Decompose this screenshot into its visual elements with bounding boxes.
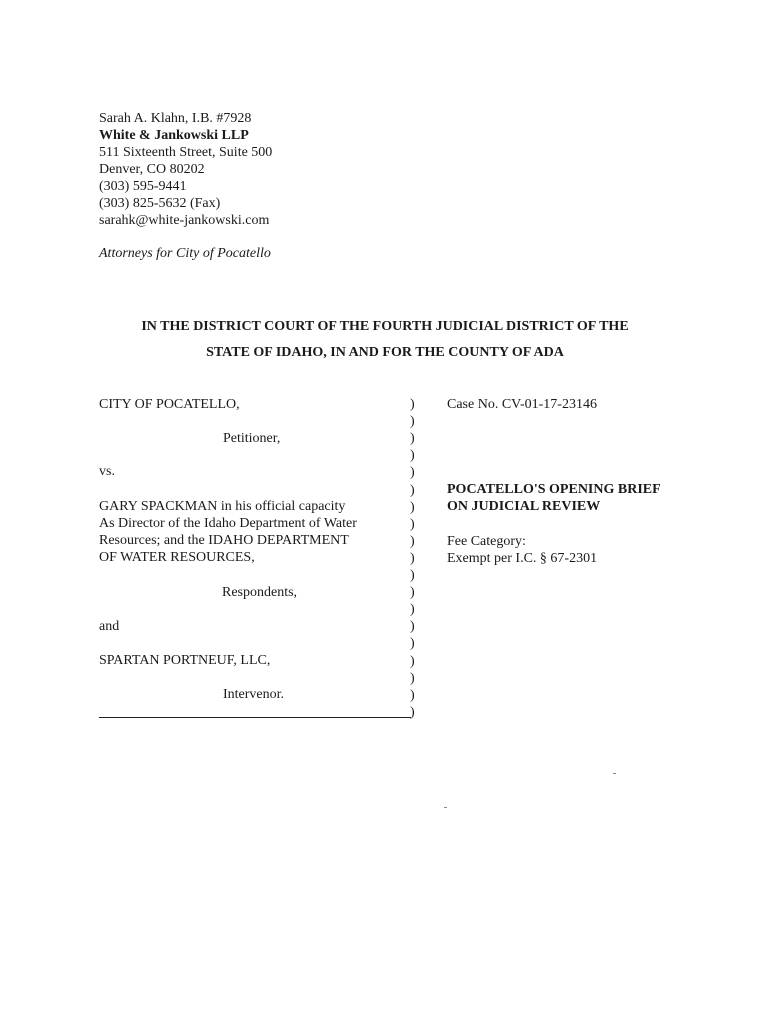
fax: (303) 825-5632 (Fax) bbox=[99, 196, 221, 211]
caption-paren: ) bbox=[410, 602, 415, 617]
caption-paren: ) bbox=[410, 465, 415, 480]
brief-title-line-2: ON JUDICIAL REVIEW bbox=[447, 499, 601, 514]
versus: vs. bbox=[99, 464, 115, 479]
court-heading-line-1: IN THE DISTRICT COURT OF THE FOURTH JUDICIAL DISTRICT OF THE bbox=[141, 319, 629, 334]
fee-category-label: Fee Category: bbox=[447, 534, 526, 549]
caption-paren: ) bbox=[410, 500, 415, 515]
email: sarahk@white-jankowski.com bbox=[99, 213, 270, 228]
caption-paren: ) bbox=[410, 619, 415, 634]
caption-paren: ) bbox=[410, 568, 415, 583]
address-line-1: 511 Sixteenth Street, Suite 500 bbox=[99, 145, 273, 160]
caption-paren: ) bbox=[410, 448, 415, 463]
address-line-2: Denver, CO 80202 bbox=[99, 162, 205, 177]
petitioner-name: CITY OF POCATELLO, bbox=[99, 397, 240, 412]
conjunction-and: and bbox=[99, 619, 120, 634]
petitioner-role: Petitioner, bbox=[223, 431, 281, 446]
caption-paren: ) bbox=[410, 551, 415, 566]
caption-paren: ) bbox=[410, 654, 415, 669]
caption-paren: ) bbox=[410, 534, 415, 549]
caption-paren: ) bbox=[410, 705, 415, 720]
intervenor-role: Intervenor. bbox=[223, 687, 285, 702]
phone: (303) 595-9441 bbox=[99, 179, 187, 194]
caption-paren: ) bbox=[410, 483, 415, 498]
scan-speck bbox=[444, 807, 447, 808]
court-heading-line-2: STATE OF IDAHO, IN AND FOR THE COUNTY OF ADA bbox=[206, 345, 564, 360]
case-number: Case No. CV-01-17-23146 bbox=[447, 397, 597, 412]
caption-paren: ) bbox=[410, 414, 415, 429]
caption-paren: ) bbox=[410, 397, 415, 412]
fee-category-value: Exempt per I.C. § 67-2301 bbox=[447, 551, 598, 566]
attorney-role: Attorneys for City of Pocatello bbox=[99, 246, 271, 261]
caption-paren: ) bbox=[410, 688, 415, 703]
respondent-line-2: As Director of the Idaho Department of Water bbox=[99, 516, 357, 531]
attorney-block bbox=[99, 110, 272, 262]
respondent-line-3: Resources; and the IDAHO DEPARTMENT bbox=[99, 533, 349, 548]
caption-paren: ) bbox=[410, 671, 415, 686]
respondent-line-1: GARY SPACKMAN in his official capacity bbox=[99, 499, 346, 514]
scan-speck bbox=[613, 773, 616, 774]
caption-paren: ) bbox=[410, 636, 415, 651]
caption-paren: ) bbox=[410, 431, 415, 446]
attorney-name: Sarah A. Klahn, I.B. #7928 bbox=[99, 111, 252, 126]
respondent-line-4: OF WATER RESOURCES, bbox=[99, 550, 255, 565]
intervenor-name: SPARTAN PORTNEUF, LLC, bbox=[99, 653, 271, 668]
respondent-role: Respondents, bbox=[222, 585, 298, 600]
law-firm: White & Jankowski LLP bbox=[99, 128, 249, 143]
caption-paren: ) bbox=[410, 585, 415, 600]
brief-title-line-1: POCATELLO'S OPENING BRIEF bbox=[447, 482, 661, 497]
caption-paren: ) bbox=[410, 517, 415, 532]
caption-underline bbox=[99, 717, 411, 718]
